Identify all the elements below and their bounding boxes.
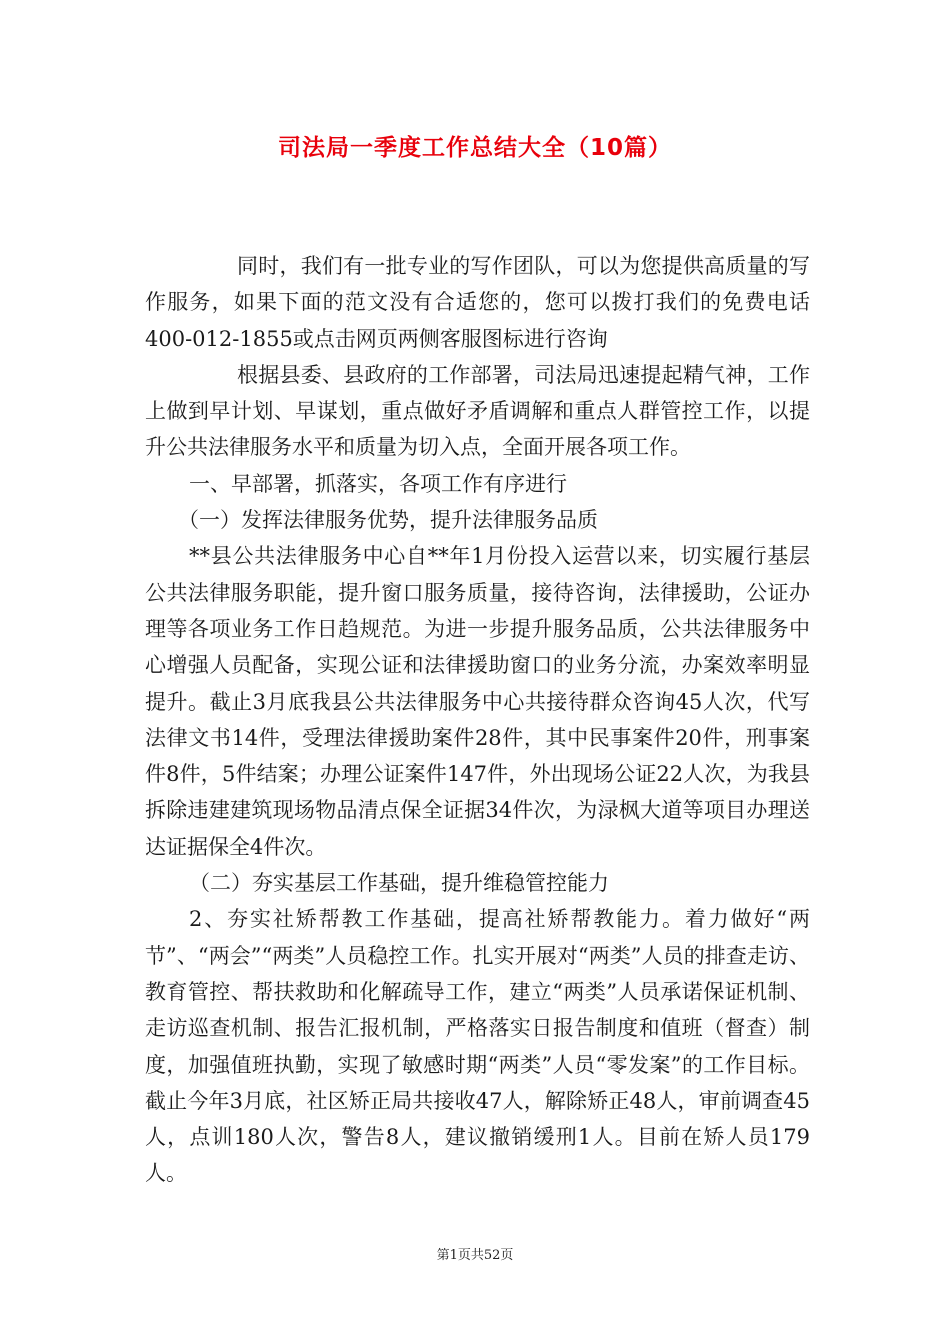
subsection-heading-2: （二）夯实基层工作基础，提升维稳管控能力 bbox=[189, 871, 609, 896]
community-correction-paragraph: 2、夯实社矫帮教工作基础，提高社矫帮教能力。着力做好“两节”、“两会”“两类”人员稳控工作。扎实开展对“两类”人员的排查走访、教育管控、帮扶救助和化解疏导工作，建立“两类”人员承诺保证机制、走访巡查机制、报告汇报机制，严格落实日报告制度和值班（督查）制度，加强值班执勤，实现了敏感时期“两类”人员“零发案”的工作目标。截止今年3月底，社区矫正局共接收47人，解除矫正48人，审前调查45人，点训180人次，警告8人，建议撤销缓刑1人。目前在矫人员179人。 bbox=[145, 907, 810, 1186]
page-number: 第1页共52页 bbox=[436, 1248, 514, 1263]
intro-paragraph: 同时，我们有一批专业的写作团队，可以为您提供高质量的写作服务，如果下面的范文没有合适您的，您可以拨打我们的免费电话400-012-1855或点击网页两侧客服图标进行咨询 bbox=[145, 254, 810, 351]
legal-service-paragraph: **县公共法律服务中心自**年1月份投入运营以来，切实履行基层公共法律服务职能，提升窗口服务质量，接待咨询，法律援助，公证办理等各项业务工作日趋规范。为进一步提升服务品质，公共法律服务中心增强人员配备，实现公证和法律援助窗口的业务分流，办案效率明显提升。截止3月底我县公共法律服务中心共接待群众咨询45人次，代写法律文书14件，受理法律援助案件28件，其中民事案件20件，刑事案件8件，5件结案；办理公证案件147件，外出现场公证22人次，为我县拆除违建建筑现场物品清点保全证据34件次，为渌枫大道等项目办理送达证据保全4件次。 bbox=[145, 544, 810, 859]
overview-paragraph: 根据县委、县政府的工作部署，司法局迅速提起精气神，工作上做到早计划、早谋划，重点做好矛盾调解和重点人群管控工作，以提升公共法律服务水平和质量为切入点，全面开展各项工作。 bbox=[145, 362, 810, 460]
subsection-heading-1: （一）发挥法律服务优势，提升法律服务品质 bbox=[178, 508, 598, 533]
section-heading-1: 一、早部署，抓落实，各项工作有序进行 bbox=[189, 471, 567, 496]
document-body bbox=[145, 248, 810, 1192]
document-title: 司法局一季度工作总结大全（10篇） bbox=[277, 135, 672, 161]
